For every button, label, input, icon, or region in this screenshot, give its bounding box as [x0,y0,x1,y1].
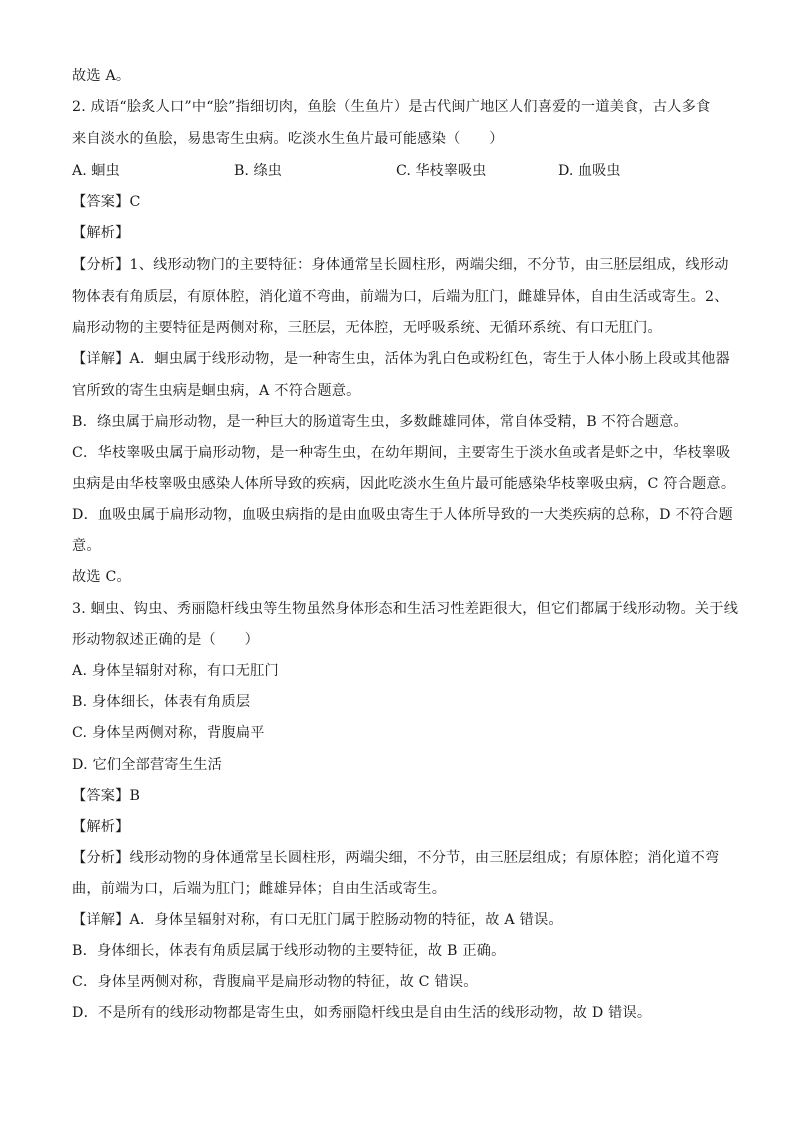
option-b: B. 身体细长，体表有角质层 [72,694,251,710]
detail-text: 官所致的寄生虫病是蛔虫病，A 不符合题意。 [72,383,361,399]
text-line: 故选 A。 [72,68,131,84]
option-b: B. 绦虫 [234,163,282,179]
answer-label: 【答案】B [72,788,141,804]
question-2-stem: 2. 成语“脍炙人口”中“脍”指细切肉，鱼脍（生鱼片）是古代闽广地区人们喜爱的一道美食，古人多食 [72,99,711,115]
detail-text: 虫病是由华枝睾吸虫感染人体所导致的疾病，因此吃淡水生鱼片最可能感染华枝睾吸虫病，C 符合题意。 [72,476,736,492]
option-d: D. 它们全部营寄生生活 [72,757,222,773]
analysis-heading: 【解析】 [72,225,130,241]
text-line: 故选 C。 [72,569,131,585]
answer-label: 【答案】C [72,194,141,210]
detail-text: 【详解】A．蛔虫属于线形动物，是一种寄生虫，活体为乳白色或粉红色，寄生于人体小肠上段或其他器 [72,351,730,367]
analysis-text: 【分析】1、线形动物门的主要特征：身体通常呈长圆柱形，两端尖细，不分节，由三胚层组成，线形动 [72,257,729,273]
detail-text: D．不是所有的线形动物都是寄生虫，如秀丽隐杆线虫是自由生活的线形动物，故 D 错误。 [72,1005,652,1021]
detail-text: B．身体细长，体表有角质层属于线形动物的主要特征，故 B 正确。 [72,943,506,959]
analysis-heading: 【解析】 [72,819,130,835]
option-d: D. 血吸虫 [558,163,621,179]
detail-text: 【详解】A．身体呈辐射对称，有口无肛门属于腔肠动物的特征，故 A 错误。 [72,912,563,928]
detail-text: C．身体呈两侧对称，背腹扁平是扁形动物的特征，故 C 错误。 [72,974,478,990]
question-2-stem: 来自淡水的鱼脍，易患寄生虫病。吃淡水生鱼片最可能感染（ ） [72,131,504,147]
detail-text: C．华枝睾吸虫属于扁形动物，是一种寄生虫，在幼年期间，主要寄生于淡水鱼或者是虾之中，华枝睾吸 [72,445,731,461]
option-a: A. 蛔虫 [72,163,120,179]
analysis-text: 【分析】线形动物的身体通常呈长圆柱形，两端尖细，不分节，由三胚层组成；有原体腔；消化道不弯 [72,850,720,866]
analysis-text: 扁形动物的主要特征是两侧对称，三胚层，无体腔，无呼吸系统、无循环系统、有口无肛门。 [72,320,662,336]
option-c: C. 身体呈两侧对称，背腹扁平 [72,725,265,741]
question-3-stem: 3. 蛔虫、钩虫、秀丽隐杆线虫等生物虽然身体形态和生活习性差距很大，但它们都属于线形动物。关于线 [72,601,739,617]
option-a: A. 身体呈辐射对称，有口无肛门 [72,663,279,679]
detail-text: B．绦虫属于扁形动物，是一种巨大的肠道寄生虫，多数雌雄同体，常自体受精，B 不符合题意。 [72,414,688,430]
analysis-text: 物体表有角质层，有原体腔，消化道不弯曲，前端为口，后端为肛门，雌雄异体，自由生活或寄生。2、 [72,289,729,305]
option-c: C. 华枝睾吸虫 [396,163,487,179]
analysis-text: 曲，前端为口，后端为肛门；雌雄异体；自由生活或寄生。 [72,881,447,897]
detail-text: 意。 [72,538,101,554]
question-3-stem: 形动物叙述正确的是（ ） [72,632,260,648]
detail-text: D．血吸虫属于扁形动物，血吸虫病指的是由血吸虫寄生于人体所导致的一大类疾病的总称，D 不符合题 [72,507,733,523]
